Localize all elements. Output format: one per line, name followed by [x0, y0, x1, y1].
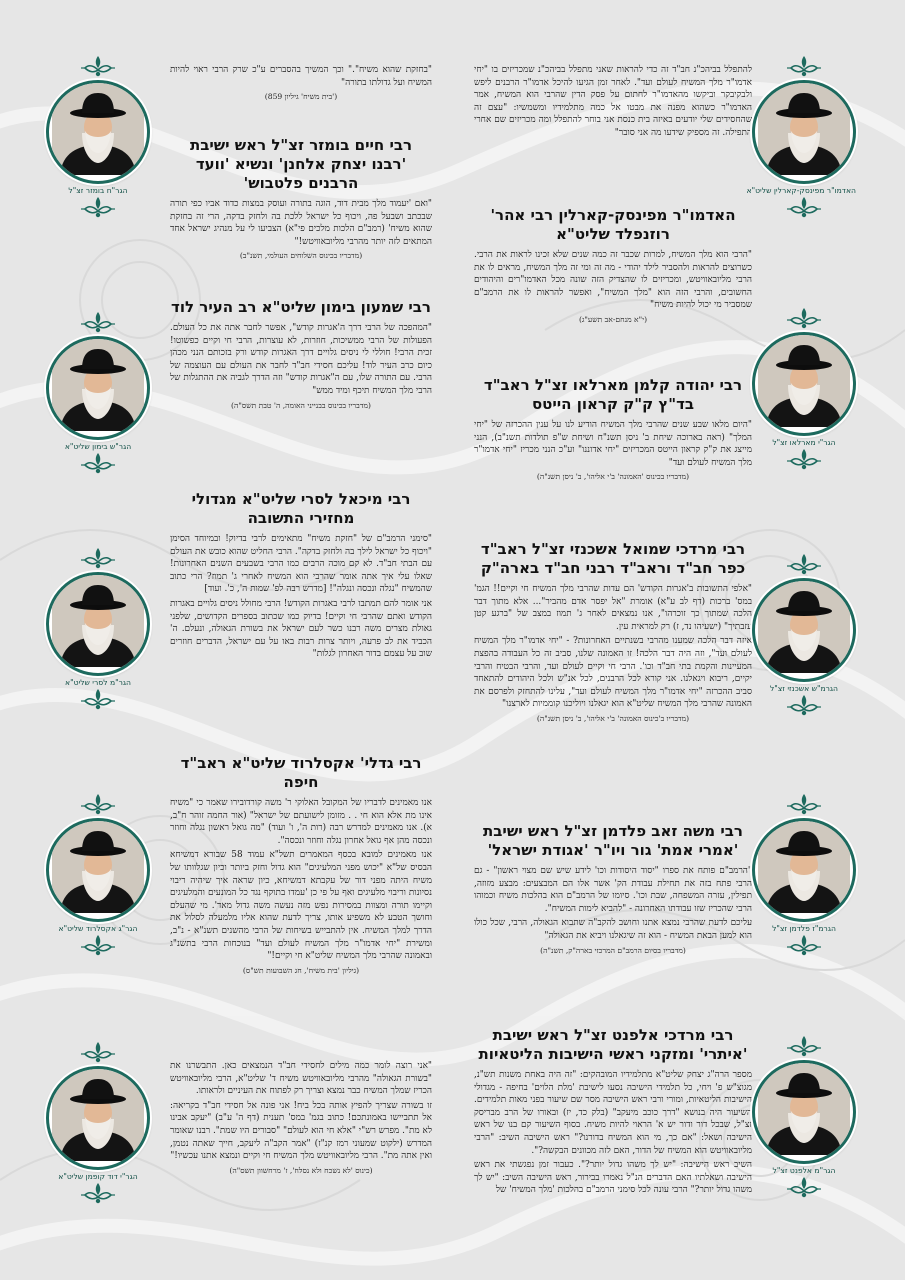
portrait-caption: הגר"י דוד קופמן שליט"א — [58, 1172, 138, 1181]
article-paragraph: "הרמב"ם פותח את ספרו "יסוד היסודות וכו' לידע שיש שם מצוי ראשון" - גם הרבי פתח בזה את תחילת עבודת הק' אשר אלו הם המבצעים: מבצע מזוזה, תפילין, עזרה המשפחה, שבת וכו'. סיומו של הרמב"ם הוא בהלכות משיח וכמוהו הרבי שהכריז שזו עבודתו האחרונה - "להביא לימות המשיח". — [474, 866, 752, 914]
article-source: (גיליון 'בית משיח', חג השבועות תש"ס) — [242, 965, 360, 975]
ornament-icon — [81, 310, 115, 334]
portrait-caption: הגר"ח בומזר זצ"ל — [68, 186, 128, 195]
article-paragraph: זו בשורה שצריך להפיץ אותה בכל ביח! אני פונה אל חסידי חב"ד בקריאה: אל תתביישו באמונתכם! כתוב בגמ' במס' תענית (דף ה' ע"ב) "יעקב אבינו לא מת". מפרש רש"י "אלא חי הוא לעולם" "סבורים היו שמת". רבנו שאומר המדרש (ילקוט שמעוני רמז קנ"ז) "אמר הקב"ה ליעקב, חייך שאתה נטמן, ואין אתה מת". הרבי מליובאוויטש מלך המשיח חי וקיים ונמצא אתנו עכשיו!" — [170, 1100, 432, 1162]
article-paragraph: אני אומר להם תמתבו לרבי באגרות הקודש! הרבי מחולל ניסים גלויים באגרות הקודש ואתם שהרבי חי וקיים! בדיוק כמו שכתוב בספרים הקדושים, שלפני גאולת מצרים משה רבנו כשר לעם ישראל את בשורת הגאולה, ונעלם. ה' הכביד את לב פרעה, ויותר צרות רבות באו על עם ישראל, הדברים חוזרים שוב על עצמם בדור האחרון לגלות" — [170, 598, 432, 660]
rabbi-photo-icon — [52, 339, 144, 431]
portrait-caption: הגרמ"ש אשכנזי זצ"ל — [769, 684, 839, 693]
article-title: רבי מרדכי שמואל אשכנזי זצ"ל ראב"ד כפר חב"ד וראב"ד רבני חב"ד בארה"ק — [480, 540, 746, 577]
article-body — [474, 1069, 752, 1197]
portrait-caption: הגרמ"ז פלדמן זצ"ל — [772, 924, 836, 933]
portrait-photo — [752, 80, 856, 184]
portrait-photo — [46, 1066, 150, 1170]
article-paragraph: מספר הרה"ג יצחק שליט"א מתלמידיו המובהקים: "זה היה באחת משנות תש"נ, מגוצ"ש פ' ויחי, כל תלמידי הישיבה נסעו לישיבת 'מלת הלוים' בחיפה - מגדולי הישיבות הליטאיות, ומורי ורבי ראש הישיבה מסר שם שיעור בפני מאות תלמידים. השיעור היה בנושא "דרך כוכב מיעקב" (בלק כד, יז) ובאורו של הרב מבריסק זצ"ל, שבכל דור ודור יש א' הראוי להיות משיח. בסוף השיעור קם בנו של ראש הישיבה ושאל: "אם כך, מי הוא המשיח בדורנו?" ראש הישיבה השיב: "הרבי מליובאוויטש הוא המשיח של הדור, האם לזה מכוונים הבקשה?". — [474, 1070, 752, 1156]
ornament-icon — [81, 546, 115, 570]
portrait-caption: האדמו"ר מפינסק-קארלין שליט"א — [746, 186, 856, 195]
article-paragraph: "אלפי התשובות ב'אגרות הקודש' הם עדות שהרבי מלך המשיח חי וקיים!! הגמ' במס' ברכות (דף לב ע"א) אומרת "אל יפסר אדם מהביר"... אלא מתוך דבר הלכה שמתוך כך זוכרהו", אנו נמצאים לאחר ג' תמוז במצב של "ברגע קטן עזבתיך" (ישעיהו נד, ז) רק למראית עין. — [474, 584, 752, 632]
portrait-right-4 — [752, 1034, 856, 1199]
article-paragraph: "סימני הרמב"ם של "חזקת משיח" מתאימים לרבי בדיוק! ובמיוחד הסימן "ויכוף כל ישראל לילך בה ולחזק בדקה". הרבי החליט שהוא כובש את העולם עם הבתי חב"ד. לא קם מוכה הרבים כמו הרבי בשבעים השנים האחרונות! שאלו עלי איך אתה אומר שהרבי הוא המשיח לאחרי ג' תמוז? הרי כתוב שהמשיח "נגלה ונכסה ונגלה"! [מדרש רבה לפ' שמות ה', כ'. ועוד] — [170, 534, 432, 595]
ornament-icon — [787, 792, 821, 816]
portrait-caption: הגר"ג אקסלרוד שליט"א — [58, 924, 138, 933]
portrait-caption: הגר"מ אלפנט זצ"ל — [772, 1166, 836, 1175]
ornament-icon — [787, 1175, 821, 1199]
article-left-4 — [170, 754, 432, 976]
portrait-photo — [752, 578, 856, 682]
article-body — [474, 64, 752, 140]
article-paragraph: השיב ראש הישיבה: "יש לך משהו גדול יותר?". כעבור זמן נפגשתי את ראש הישיבה ושאלתיו האם הדברים הנ"ל נאמרו בבירור, ראש הישיבה השיב: "יש לך משהו גדול יותר?" הרבי עונה לכל סימני הרמב"ם בהלכות 'מלך המשיח' של — [474, 1160, 752, 1196]
article-paragraph: עליכם לדעת שהרבי נמצא אתנו וחושב להקב"ה שתבוא הגאולה, הרבי, שכל כולו הוא למען הבאת המשיח - הוא זה שיגאלנו ויביא את הגאולה" — [474, 918, 752, 941]
article-paragraph: אנו מאמינים לדבריו של המקובל האלוקי ר' משה קורדובירו שאמר כי "משיח אינו מת אלא הוא חי . . מזומן לישועתם של ישראל" (אור החמה זוהר ח"ב, א). אנו מאמינים למדרש רבה (רות ה', ו' ועוד) "מה גואל ראשון נגלה וחוזר ונכסה מהן אף גואל אחרון נגלה וחוזר ונכסה". — [170, 798, 432, 846]
portrait-right-1 — [752, 306, 856, 471]
portrait-photo — [752, 332, 856, 436]
article-source: (מדבריו בכינוס 'האמונה' ב'י אליהו', ב' ניסן תשנ"ה) — [536, 472, 690, 482]
article-title: רבי גדלי' אקסלרוד שליט"א ראב"ד חיפה — [180, 754, 422, 791]
rabbi-photo-icon — [52, 821, 144, 913]
article-right-1 — [474, 206, 752, 325]
portrait-left-1 — [46, 310, 150, 475]
rabbi-photo-icon — [52, 575, 144, 667]
portrait-right-0 — [746, 54, 856, 219]
portrait-left-0 — [46, 54, 150, 219]
article-right-4 — [474, 822, 752, 956]
article-title: רבי שמעון בימון שליט"א רב העיר לוד — [171, 298, 431, 316]
article-body — [474, 249, 752, 312]
article-body — [474, 865, 752, 943]
article-right-2 — [474, 376, 752, 482]
ornament-icon — [81, 451, 115, 475]
ornament-icon — [81, 792, 115, 816]
article-right-5 — [474, 1026, 752, 1199]
left-column — [0, 0, 452, 1280]
portrait-photo — [46, 80, 150, 184]
portrait-left-2 — [46, 546, 150, 711]
portrait-left-3 — [46, 792, 150, 957]
article-paragraph: "הרבי הוא מלך המשיח, למרות שכבר זה כמה שנים שלא זכינו לראות את הרבי. כשרוצים להראות ולהסביר לילד יהודי - מה זה ומי זה מלך המשיח, מראים לו את הרבי מליובאוויטש, ומכריזים לו שהצדיק הזה שונה מכל האדמו"רים והיהודים החשובים, והרבי הזה הוא "מלך המשיח", ואפשר להראות לו את הרמב"ם שמסביר מי יכול להיות משיח" — [474, 250, 752, 311]
ornament-icon — [81, 195, 115, 219]
article-left-3 — [170, 490, 432, 663]
rabbi-photo-icon — [758, 581, 850, 673]
rabbi-photo-icon — [758, 335, 850, 427]
article-left-5 — [170, 1060, 432, 1176]
portrait-photo — [46, 818, 150, 922]
portrait-caption: הגר"ש בימון שליט"א — [64, 442, 132, 451]
article-title: רבי חיים בומזר זצ"ל ראש ישיבת 'רבנו יצחק אלחנן' ונשיא 'וועד הרבנים פלטבוש' — [189, 136, 413, 192]
article-paragraph: "אני רוצה לומר כמה מילים לחסידי חב"ד הנמצאים כאן. התבשרנו את "בשורת הגאולה" מהרבי מליובאוויטש משיח ד' שליט"א, הרבי מליובאוויטש הכריז שמלך המשיח כבר נמצא וצריך רק לפתוח את העיניים ולראותו. — [170, 1061, 432, 1097]
article-title: האדמו"ר מפינסק-קארלין רבי אהר' רוזנפלד שליט"א — [490, 206, 736, 243]
article-paragraph: "המהפכה של הרבי דרך ה'אגרות קודש", אפשר לחבר אתה את כל העולם. הפעולות של הרבי ממשיכות, חוזרות, לא עוצרות, הרבי חי וקיים כפשוטו! זכית הרבי! חוללי לי ניסים גלויים דרך האגרות קודש ורק בזכותם הנני מכהן כיום כרב העיר לוד! עליכם חסידי חב"ד לחבר את העולם עם העוצמה של הרבי. עם התורה שלו, עם ה"אגרות קודש" וזה הדרך לגביה את ההתגלות של הרבי מלך המשיח תיכף ומיד ממש" — [170, 323, 432, 396]
article-right-0 — [474, 64, 752, 142]
article-right-3 — [474, 540, 752, 724]
article-title: רבי מיכאל לסרי שליט"א מגדולי מחזירי התשובה — [191, 490, 411, 527]
article-left-2 — [170, 298, 432, 411]
portrait-caption: הגר"מ לסרי שליט"א — [65, 678, 131, 687]
article-title: רבי יהודה קלמן מארלאו זצ"ל ראב"ד בד"ץ ק"ק קראון הייטס — [483, 376, 743, 413]
article-body — [474, 419, 752, 469]
ornament-icon — [81, 54, 115, 78]
article-body — [170, 533, 432, 661]
ornament-icon — [787, 552, 821, 576]
article-paragraph: להתפלל בביהכ"נ חב"ד זה כדי להראות שאני מתפלל בביהכ"נ שמכריזים בו "יחי אדמו"ר מלך המשיח לעולם ועד". לאחר זמן הגיעו להיכל אדמו"ר הרבנים ליפש ולבקיבקר וביקשו מהאדמו"ר לחתום על פסק הדין שהרבי הוא המשיח, אמר האדמו"ר כשהוא מפנה את מבטו אל כמה מתלמידיו ומשמשיו: "עצם זה שהחסידים שלי יודעים באיזה בית כנסת אני בוחר להתפלל ומה מכריזים שם אחרי התפילה. זה מספיק שידעו מה אני סובר" — [474, 65, 752, 138]
rabbi-photo-icon — [758, 83, 850, 175]
portrait-photo — [46, 572, 150, 676]
article-body — [170, 322, 432, 398]
ornament-icon — [81, 687, 115, 711]
ornament-icon — [787, 693, 821, 717]
article-left-1 — [170, 136, 432, 261]
article-title: רבי משה זאב פלדמן זצ"ל ראש ישיבת 'אמרי אמת' גור ויו"ר 'אגודת ישראל' — [483, 822, 743, 859]
article-body — [170, 1060, 432, 1163]
article-paragraph: "ואם 'יעמוד מלך מבית דוד, הוגה בתורה ועוסק במצות כדוד אביו כפי תורה שבכתב ושבעל פה, ויכוף כל ישראל ללכת בה ולחזק בדקה, הרי זה בחזקת שהוא משיח' (רמב"ם הלכות מלכים פי"א) הצביעו לי על מנהיג ישראל אחד המתאים לזה יותר מהרבי מליובאוויטש!" — [170, 199, 432, 247]
article-paragraph: "בחזקת שהוא משיח"." וכך המשיך בהסברים ע"כ שרק הרבי ראוי להיות המשיח ועל גדולתו בתורה" — [170, 65, 432, 88]
ornament-icon — [787, 933, 821, 957]
article-body — [474, 583, 752, 711]
portrait-caption: הגר"י מארלאו זצ"ל — [772, 438, 836, 447]
rabbi-photo-icon — [758, 821, 850, 913]
article-source: ('בית משיח' גיליון 859) — [264, 92, 338, 102]
article-title: רבי מרדכי אלפנט זצ"ל ראש ישיבת 'איתרי' ומזקני ראשי הישיבות הליטאיות — [478, 1026, 748, 1063]
article-source: (מדבריו בכינוס השלוחים העולמי, תשנ"ב) — [239, 251, 363, 261]
article-body — [170, 198, 432, 248]
article-body — [170, 64, 432, 89]
ornament-icon — [81, 933, 115, 957]
ornament-icon — [81, 1181, 115, 1205]
ornament-icon — [787, 54, 821, 78]
article-body — [170, 797, 432, 963]
ornament-icon — [81, 1040, 115, 1064]
portrait-photo — [752, 1060, 856, 1164]
ornament-icon — [787, 195, 821, 219]
portrait-right-3 — [752, 792, 856, 957]
rabbi-photo-icon — [52, 1069, 144, 1161]
portrait-left-4 — [46, 1040, 150, 1205]
portrait-right-2 — [752, 552, 856, 717]
article-paragraph: איזה דבר הלכה שמענו מהרבי בשנתיים האחרונות? - "יחי אדמו"ר מלך המשיח לעולם ועד", וזה היה דבר הלכה! זו האמונה שלנו, סביב זה כל העבודה בהפצת המעיינות והקמת בתי חב"ד וכו'. הרבי חי וקיים לעולם ועד, והרבי הבטיח והרבי יקיים, ריבוא ויגאלנו. אני קורא לכל הרבנים, לכל אנ"ש ולכל היהודים להתאחד סביב ההכרזה "יחי אדמו"ר מלך המשיח לעולם ועד", עלינו להתחזק ולפרסם את האמונה שהרבי מלך המשיח שליט"א הוא יגאלנו ויוליכנו קוממיות לארצנו" — [474, 636, 752, 710]
article-left-0 — [170, 64, 432, 102]
rabbi-photo-icon — [52, 83, 144, 175]
article-paragraph: אנו מאמינים למובא בכסף המאמרים תשל"א עמוד 58 שבורא דמשיחא הבסיס של"א "יכוש מפני המלעיגים" הוא גדול וחזק ביותר וכיון שגלוותו של משיח היתה מפני דור של עקבתא דמשיחא, כיון שראה איך שיהיה ריבוי נסיונות וריבוי מלעיגים ואף על פי כן 'עמדו בתוקף נגד כל המונעים והמלעיגים וקיימו תורה ומצוות במסירות נפש מזה נעשה משה גדול מאד'. מי שהעלם וחושך הטבע לא משפיע אותו, צריך לדעת שהוא אליו מלמעלה לסלול את הדרך למלך המשיח. אין להתבייש בשיחות של הרבי מהשנים תשנ"א - נ"ב, ומשירת "יחי אדמו"ר מלך המשיח לעולם ועד" בנוכחות הרבי בתשנ"ג ובאמונה שהרבי מלך המשיח שליט"א חי וקיים!" — [170, 850, 432, 962]
portrait-photo — [752, 818, 856, 922]
ornament-icon — [787, 447, 821, 471]
ornament-icon — [787, 1034, 821, 1058]
right-column — [452, 0, 905, 1280]
article-source: (מדבריו בסיום הרמב"ם המרכזי בארה"ק, תשנ"ה) — [540, 945, 686, 955]
article-source: (מדבריו בכינוס בבנייני האומה, ה' טבת תשס"ה) — [231, 400, 371, 410]
rabbi-photo-icon — [758, 1063, 850, 1155]
article-source: (כינוס 'לא נשכח ולא נסלח', ז' מרחשוון תשס"ה) — [229, 1165, 373, 1175]
article-paragraph: "היום מלאו שבע שנים שהרבי מלך המשיח הודיע לנו על ענין ההכרזה של "יחי המלך" (ראה בארוכה שיחת ב' ניסן תשנ"ח ושיחת ש"פ תולדות תשנ"ב), הנני מייצג את ק"ק קראון הייטס המכריזים "יחי אדוננו" וע"כ הנני מכריז "יחי אדמו"ר מלך המשיח לעולם ועד" — [474, 420, 752, 468]
portrait-photo — [46, 336, 150, 440]
ornament-icon — [787, 306, 821, 330]
article-source: (י"א מנחם-אב תשע"ג) — [578, 314, 648, 324]
article-source: (מדבריו ב'כינוס האמונה' ב'י אליהו', ב' ניסן תשנ"ה) — [536, 713, 690, 723]
